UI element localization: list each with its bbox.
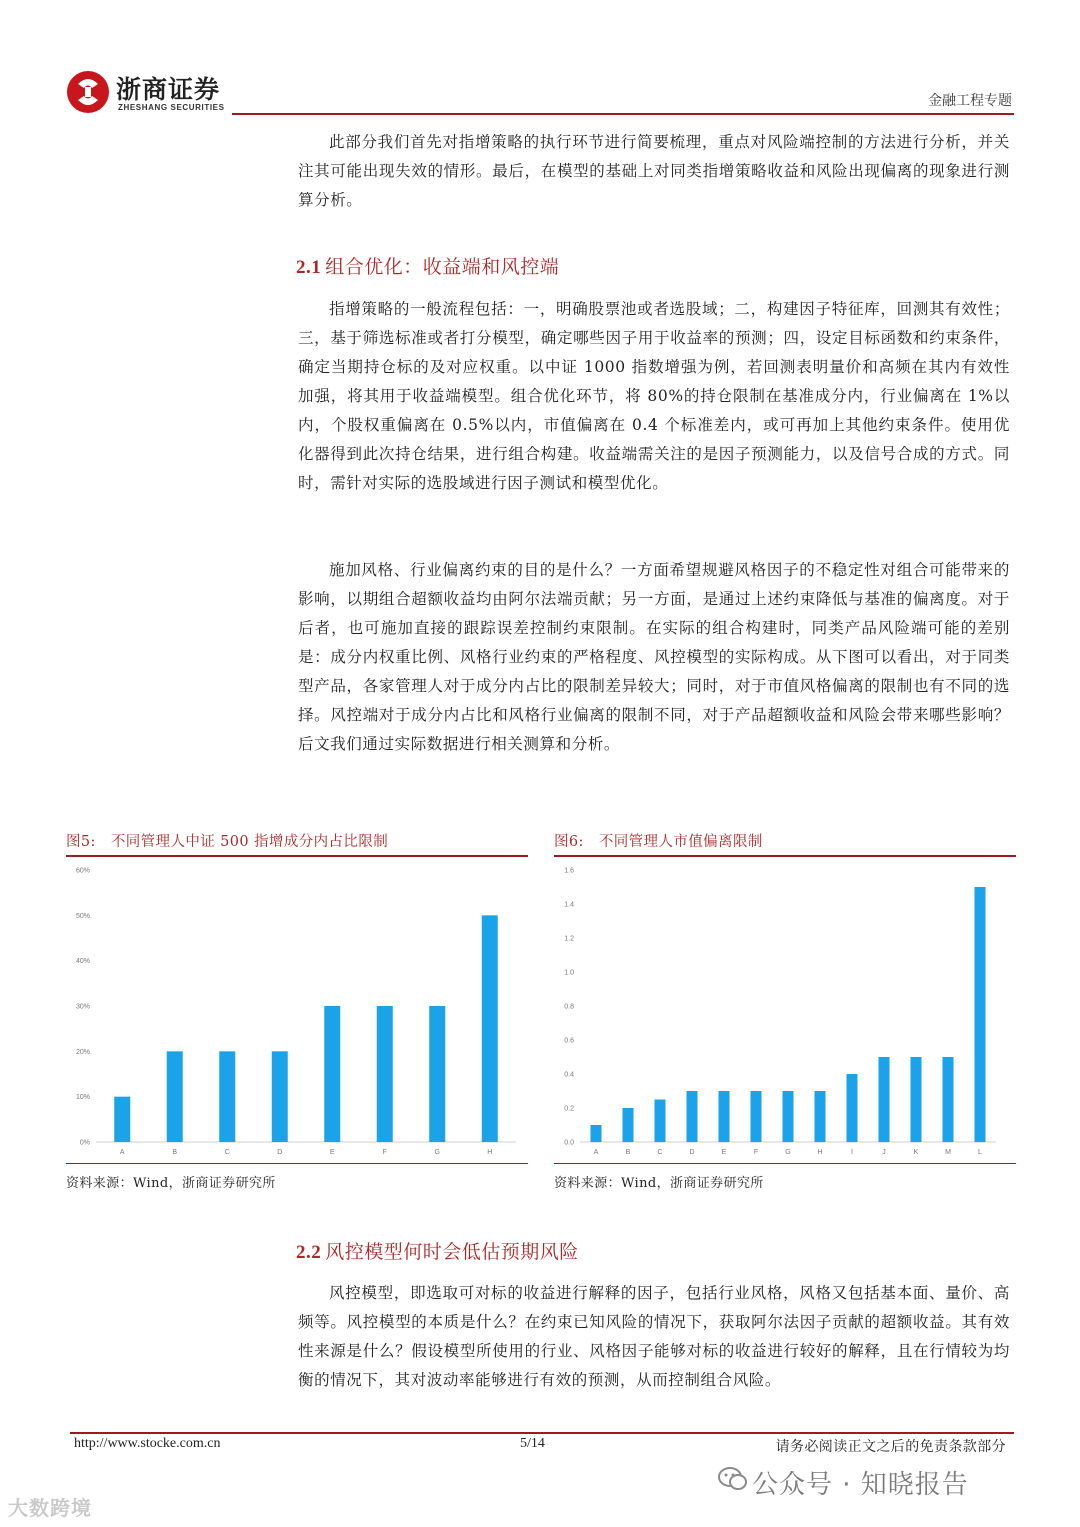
y-tick-label: 0.6 (564, 1037, 574, 1045)
y-tick-label: 0.2 (564, 1105, 574, 1113)
y-tick-label: 1.2 (564, 935, 574, 943)
wechat-icon (718, 1466, 748, 1492)
bar (219, 1051, 235, 1142)
intro-paragraph: 此部分我们首先对指增策略的执行环节进行简要梳理，重点对风险端控制的方法进行分析，并关注其可能出现失效的情形。最后，在模型的基础上对同类指增策略收益和风险出现偏离的现象进行测算分析。 (298, 133, 1010, 209)
y-tick-label: 1.4 (564, 901, 574, 909)
bar (943, 1057, 954, 1142)
x-tick-label: A (119, 1149, 125, 1156)
figure-5-source: 资料来源：Wind，浙商证券研究所 (66, 1176, 276, 1191)
x-tick-label: D (689, 1149, 695, 1156)
figure-5-top-rule (66, 855, 528, 857)
y-tick-label: 20% (75, 1048, 90, 1056)
bar (167, 1051, 183, 1142)
y-tick-label: 50% (75, 912, 90, 920)
header-divider (232, 113, 1014, 115)
x-tick-label: C (657, 1149, 663, 1156)
figure-caption: 不同管理人市值偏离限制 (598, 834, 763, 850)
body-paragraph-2: 施加风格、行业偏离约束的目的是什么？一方面希望规避风格因子的不稳定性对组合可能带来的影响，以期组合超额收益均由阿尔法端贡献；另一方面，是通过上述约束降低与基准的偏离度。对于后者，也可施加直接的跟踪误差控制约束限制。在实际的组合构建时，同类产品风险端可能的差别是：成分内权重比例、风格行业约束的严格程度、风控模型的实际构成。从下图可以看出，对于同类型产品，各家管理人对于成分内占比的限制差异较大；同时，对于市值风格偏离的限制也有不同的选择。风控端对于成分内占比和风格行业偏离的限制不同，对于产品超额收益和风险会带来哪些影响？后文我们通过实际数据进行相关测算和分析。 (298, 561, 1010, 753)
figure-6-chart (554, 858, 1016, 1162)
footer-url[interactable]: http://www.stocke.com.cn (74, 1436, 221, 1451)
section-heading-2-1 (296, 252, 559, 279)
watermark-left: 大数跨境 (8, 1496, 92, 1520)
x-tick-label: H (817, 1149, 823, 1156)
x-tick-label: F (753, 1149, 759, 1156)
x-tick-label: B (172, 1149, 178, 1156)
bar (975, 887, 986, 1142)
x-tick-label: G (785, 1149, 791, 1156)
bar (114, 1097, 130, 1142)
bar (815, 1091, 826, 1142)
footer-divider (70, 1432, 1014, 1434)
section-number: 2.1 (296, 257, 322, 278)
bar (482, 915, 498, 1142)
logo-text: 浙商证券 (116, 75, 221, 104)
bar (719, 1091, 730, 1142)
figure-label: 图6: (554, 834, 584, 850)
x-tick-label: L (978, 1149, 982, 1156)
x-tick-label: E (329, 1149, 335, 1156)
y-tick-label: 0.4 (564, 1071, 574, 1079)
figure-6-title (554, 830, 763, 851)
bar (687, 1091, 698, 1142)
bar (879, 1057, 890, 1142)
y-tick-label: 30% (75, 1003, 90, 1011)
x-tick-label: A (593, 1149, 599, 1156)
x-tick-label: J (882, 1149, 886, 1156)
zheshang-logo-icon (66, 70, 110, 114)
body-paragraph-3: 风控模型，即选取可对标的收益进行解释的因子，包括行业风格，风格又包括基本面、量价、高频等。风控模型的本质是什么？在约束已知风险的情况下，获取阿尔法因子贡献的超额收益。其有效性来源是什么？假设模型所使用的行业、风格因子能够对标的收益进行较好的解释，且在行情较为均衡的情况下，其对波动率能够进行有效的预测，从而控制组合风险。 (298, 1284, 1010, 1389)
bar (591, 1125, 602, 1142)
footer-disclaimer: 请务必阅读正文之后的免责条款部分 (775, 1439, 1006, 1455)
section-title: 风控模型何时会低估预期风险 (325, 1241, 579, 1263)
figure-5-bottom-rule (66, 1163, 528, 1164)
bar (655, 1100, 666, 1143)
x-tick-label: K (913, 1149, 919, 1156)
section-title: 组合优化：收益端和风控端 (325, 256, 560, 278)
x-tick-label: E (721, 1149, 727, 1156)
bar (272, 1051, 288, 1142)
x-tick-label: M (945, 1149, 951, 1156)
x-tick-label: C (224, 1149, 230, 1156)
body-paragraph-1: 指增策略的一般流程包括：一，明确股票池或者选股域；二，构建因子特征库，回测其有效性；三，基于筛选标准或者打分模型，确定哪些因子用于收益率的预测；四，设定目标函数和约束条件，确定当期持仓标的及对应权重。以中证 1000 指数增强为例，若回测表明量价和高频在其内有效性加强，将其用于收益端模型。组合优化环节，将 80%的持仓限制在基准成分内，行业偏离在 1%以内，个股权重偏离在 0.5%以内，市值偏离在 0.4 个标准差内，或可再加上其他约束条件。使用优化器得到此次持仓结果，进行组合构建。收益端需关注的是因子预测能力，以及信号合成的方式。同时，需针对实际的选股域进行因子测试和模型优化。 (298, 300, 1010, 492)
y-tick-label: 0% (79, 1139, 90, 1147)
figure-caption: 不同管理人中证 500 指增成分内占比限制 (110, 834, 389, 850)
x-tick-label: H (487, 1149, 493, 1156)
y-tick-label: 0.0 (564, 1139, 574, 1147)
y-tick-label: 60% (75, 867, 90, 875)
y-tick-label: 0.8 (564, 1003, 574, 1011)
bar (783, 1091, 794, 1142)
bar (623, 1108, 634, 1142)
y-tick-label: 1.6 (564, 867, 574, 875)
figure-6-top-rule (554, 855, 1016, 857)
logo-subtext: ZHESHANG SECURITIES (118, 103, 225, 112)
watermark-right: 公众号 · 知晓报告 (752, 1470, 969, 1500)
bar (847, 1074, 858, 1142)
x-tick-label: G (434, 1149, 440, 1156)
bar (751, 1091, 762, 1142)
figure-label: 图5: (66, 834, 96, 850)
y-tick-label: 40% (75, 958, 90, 966)
bar (911, 1057, 922, 1142)
x-tick-label: B (625, 1149, 631, 1156)
figure-6-bottom-rule (554, 1163, 1016, 1164)
x-tick-label: I (851, 1149, 853, 1156)
page-number: 5/14 (520, 1436, 545, 1451)
bar (324, 1006, 340, 1142)
y-tick-label: 1.0 (564, 969, 574, 977)
section-label: 金融工程专题 (928, 93, 1012, 109)
y-tick-label: 10% (75, 1094, 90, 1102)
bar (377, 1006, 393, 1142)
section-number: 2.2 (296, 1242, 322, 1263)
figure-5-title (66, 830, 388, 851)
section-heading-2-2 (296, 1237, 579, 1264)
x-tick-label: D (277, 1149, 283, 1156)
bar (429, 1006, 445, 1142)
x-tick-label: F (382, 1149, 387, 1156)
figure-5-chart (66, 858, 528, 1162)
figure-6-source: 资料来源：Wind，浙商证券研究所 (554, 1176, 764, 1191)
